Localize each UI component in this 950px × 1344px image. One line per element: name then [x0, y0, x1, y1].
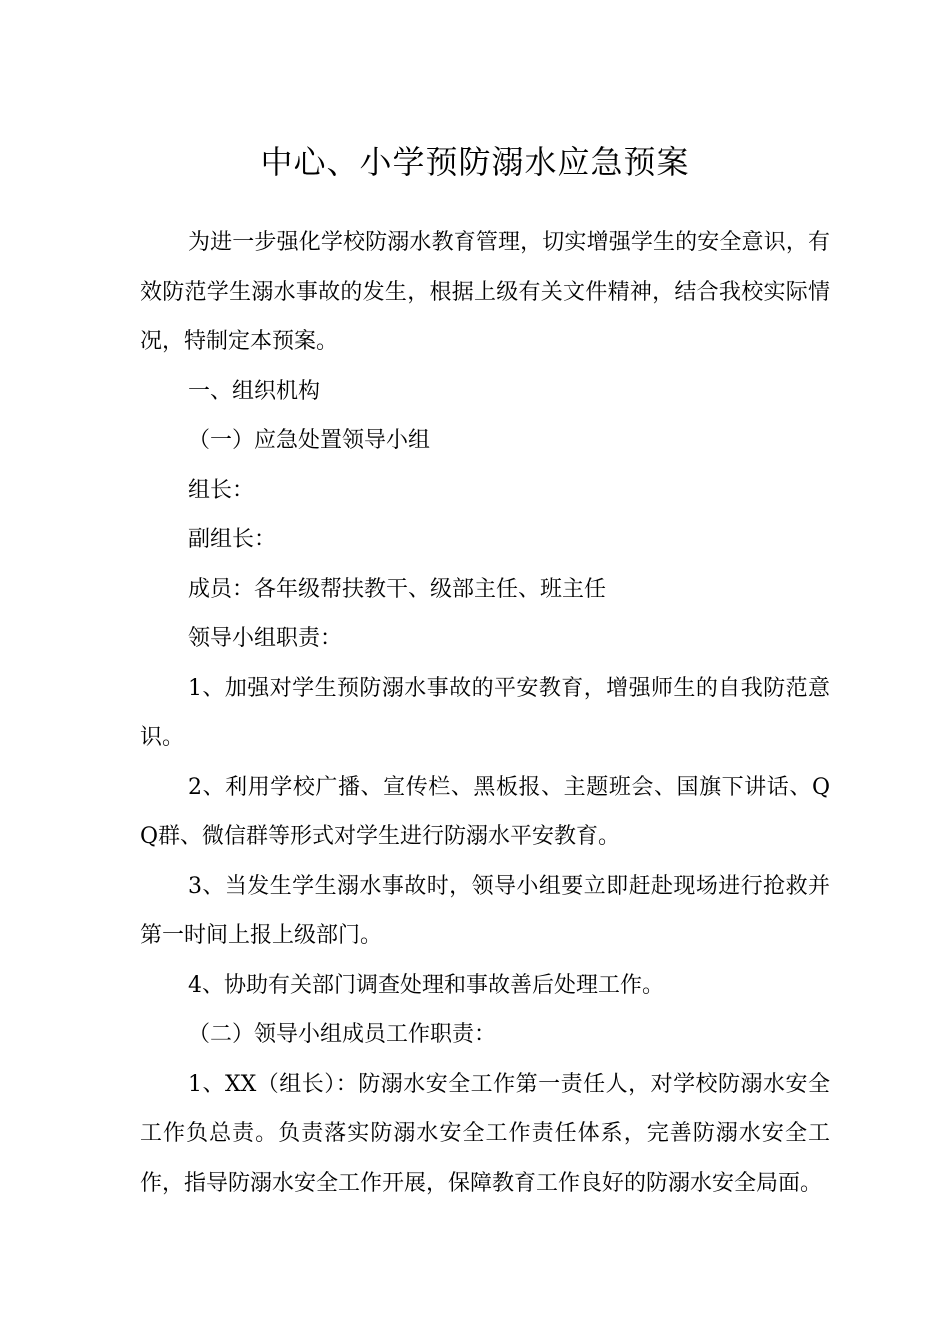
paragraph-group-leader: 组长：	[188, 477, 255, 503]
paragraph-duty-1: 1、加强对学生预防溺水事故的平安教育，增强师生的自我防范意识。	[140, 675, 830, 750]
document-title: 中心、小学预防溺水应急预案	[260, 143, 690, 181]
paragraph-duty-2: 2、利用学校广播、宣传栏、黑板报、主题班会、国旗下讲话、QQ群、微信群等形式对学生进行防溺水平安教育。	[140, 774, 830, 849]
document-body	[140, 218, 830, 1208]
section-heading-organization: 一、组织机构	[188, 378, 321, 404]
paragraph-duties-heading: 领导小组职责：	[188, 626, 343, 651]
paragraph-members: 成员：各年级帮扶教干、级部主任、班主任	[188, 576, 607, 602]
paragraph-deputy-leader: 副组长：	[188, 527, 277, 552]
subsection-heading-member-duties: （二）领导小组成员工作职责：	[188, 1022, 497, 1047]
paragraph-intro: 为进一步强化学校防溺水教育管理，切实增强学生的安全意识，有效防范学生溺水事故的发生，根据上级有关文件精神，结合我校实际情况，特制定本预案。	[140, 230, 830, 354]
subsection-heading-leadership-group: （一）应急处置领导小组	[188, 428, 431, 453]
paragraph-duty-4: 4、协助有关部门调查处理和事故善后处理工作。	[188, 972, 664, 998]
paragraph-member-duty-1: 1、XX（组长）：防溺水安全工作第一责任人，对学校防溺水安全工作负总责。负责落实防溺水安全工作责任体系，完善防溺水安全工作，指导防溺水安全工作开展，保障教育工作良好的防溺水安全局面。	[140, 1071, 830, 1196]
paragraph-duty-3: 3、当发生学生溺水事故时，领导小组要立即赶赴现场进行抢救并第一时间上报上级部门。	[140, 873, 830, 948]
